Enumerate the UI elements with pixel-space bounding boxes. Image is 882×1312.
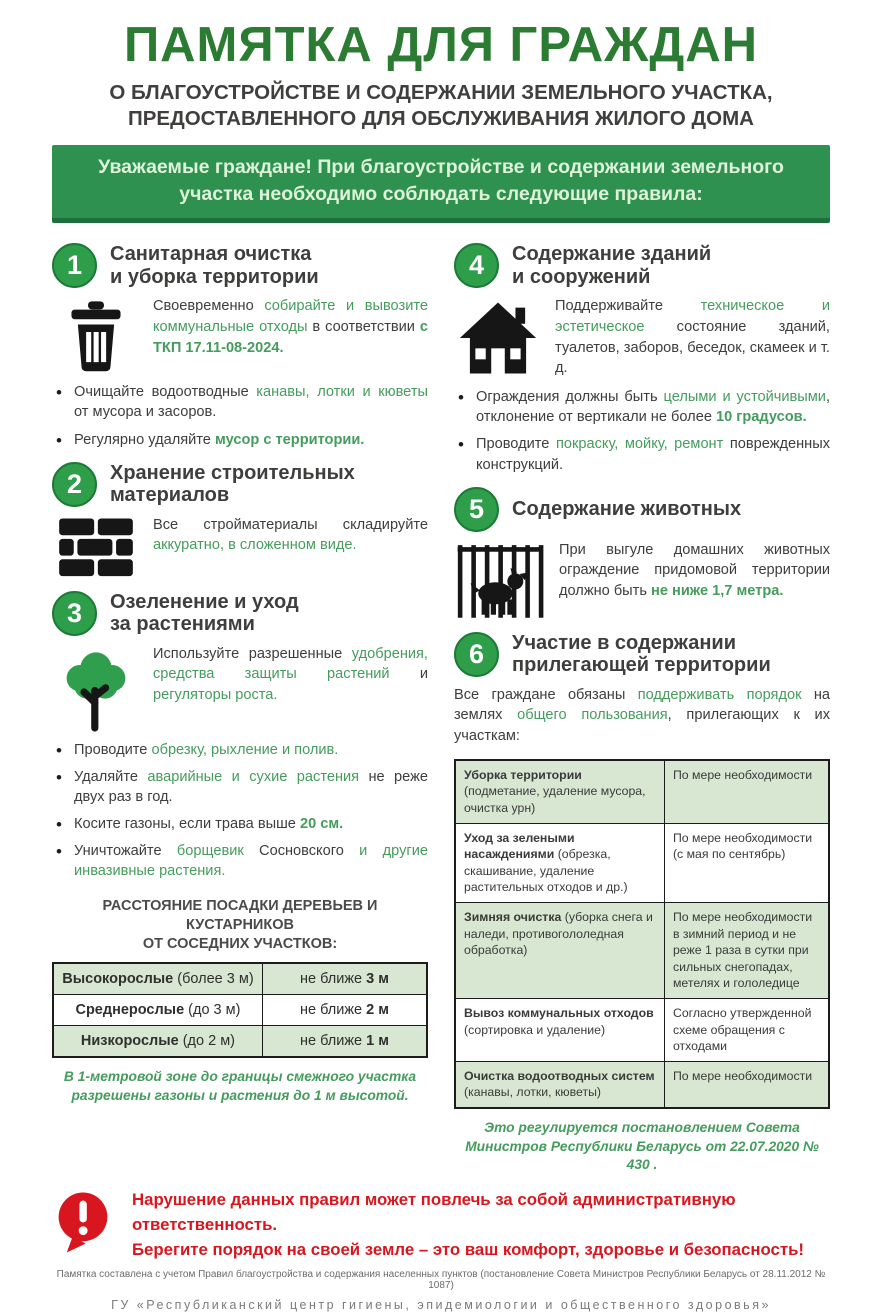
section-1-header — [52, 243, 428, 288]
section-2-number-badge: 2 — [52, 462, 97, 507]
section-3-bullet-2: • Удаляйте аварийные и сухие растения не реже двух раз в год. — [52, 767, 428, 807]
adjacent-territory-table-body — [455, 760, 829, 1108]
page-title: ПАМЯТКА ДЛЯ ГРАЖДАН — [123, 18, 759, 72]
section-3-bullet-1: • Проводите обрезку, рыхление и полив. — [52, 740, 428, 760]
section-4-number-badge: 4 — [454, 243, 499, 288]
section-3-bullets — [52, 740, 428, 882]
section-1 — [52, 243, 428, 449]
planting-distance-table-body — [53, 963, 427, 1057]
section-1-title: Санитарная очистка и уборка территории — [110, 243, 319, 288]
adjacent-territory-table-note: Это регулируется постановлением Совета Министров Республики Беларусь от 22.07.2020 № 430 . — [465, 1119, 819, 1173]
table-cell-value: не ближе 3 м — [262, 963, 427, 995]
section-3-paragraph: Используйте разрешенные удобрения, средства защиты растений и регуляторы роста. — [153, 645, 428, 704]
table-cell-label: Очистка водоотводных систем (канавы, лотки, кюветы) — [455, 1061, 664, 1108]
left-column — [52, 237, 428, 1175]
section-2-title: Хранение строительных материалов — [110, 461, 355, 507]
warning-line-1: Нарушение данных правил может повлечь за собой административную ответственность. — [132, 1189, 736, 1234]
section-2 — [52, 462, 428, 579]
section-6-paragraph: Все граждане обязаны поддерживать порядок на землях общего пользования, прилегающих к их участкам: — [454, 686, 830, 745]
section-1-icon-paragraph — [52, 296, 428, 374]
footer — [0, 1175, 882, 1312]
subtitle-line-2: ПРЕДОСТАВЛЕННОГО ДЛЯ ОБСЛУЖИВАНИЯ ЖИЛОГО ДОМА — [128, 107, 754, 131]
section-5 — [454, 487, 830, 620]
section-1-bullets — [52, 382, 428, 449]
section-2-header — [52, 462, 428, 507]
section-2-paragraph: Все стройматериалы складируйте аккуратно, в сложенном виде. — [153, 516, 428, 554]
adjacent-territory-table — [454, 759, 830, 1175]
section-6 — [454, 632, 830, 747]
section-3 — [52, 591, 428, 882]
table-row — [53, 963, 427, 995]
table-cell-label: Уборка территории (подметание, удаление мусора, очистка урн) — [455, 760, 664, 823]
section-2-icon-paragraph — [52, 515, 428, 579]
table-cell-label: Уход за зелеными насаждениями (обрезка, скашивание, удаление растительных отходов и др.) — [455, 823, 664, 902]
section-4 — [454, 243, 830, 474]
section-4-paragraph: Поддерживайте техническое и эстетическое состояние зданий, туалетов, заборов, беседок, скамеек и т. д. — [555, 298, 830, 377]
section-4-bullet-1: • Ограждения должны быть целыми и устойчивыми, отклонение от вертикали не более 10 градусов. — [454, 387, 830, 427]
content-columns — [52, 237, 830, 1175]
organization-line: ГУ «Республиканский центр гигиены, эпидемиологии и общественного здоровья» — [111, 1298, 771, 1312]
section-5-header — [454, 487, 830, 532]
section-1-paragraph: Своевременно собирайте и вывозите коммунальные отходы в соответствии с ТКП 17.11-08-2024. — [153, 298, 428, 356]
table-cell-value: По мере необходимости в зимний период и не реже 1 раза в сутки при сильных снегопадах, метелях и гололедице — [664, 902, 829, 998]
section-5-icon-paragraph — [454, 540, 830, 620]
table-cell-label: Высокорослые (более 3 м) — [53, 963, 262, 995]
table-cell-value: не ближе 2 м — [262, 994, 427, 1025]
section-6-number-badge: 6 — [454, 632, 499, 677]
table-cell-label: Зимняя очистка (уборка снега и наледи, противогололедная обработка) — [455, 902, 664, 998]
house-icon — [454, 296, 542, 378]
warning-text — [132, 1187, 830, 1263]
table-row — [53, 1025, 427, 1057]
section-4-header — [454, 243, 830, 288]
section-4-bullet-2: • Проводите покраску, мойку, ремонт поврежденных конструкций. — [454, 434, 830, 474]
section-3-bullet-4: • Уничтожайте борщевик Сосновского и другие инвазивные растения. — [52, 841, 428, 881]
section-6-title: Участие в содержании прилегающей территории — [512, 631, 771, 677]
table-row — [455, 760, 829, 823]
table-row — [455, 1061, 829, 1108]
section-1-bullet-2: • Регулярно удаляйте мусор с территории. — [52, 430, 428, 450]
section-1-number-badge: 1 — [52, 243, 97, 288]
section-3-title: Озеленение и уход за растениями — [110, 590, 299, 636]
subtitle-line-1: О БЛАГОУСТРОЙСТВЕ И СОДЕРЖАНИИ ЗЕМЕЛЬНОГО УЧАСТКА, — [109, 81, 773, 105]
planting-distance-table-table — [52, 962, 428, 1058]
table-cell-label: Вывоз коммунальных отходов (сортировка и удаление) — [455, 998, 664, 1061]
right-column — [454, 237, 830, 1175]
table-cell-label: Среднерослые (до 3 м) — [53, 994, 262, 1025]
section-4-icon-paragraph — [454, 296, 830, 379]
table-cell-value: По мере необходимости — [664, 760, 829, 823]
section-5-title: Содержание животных — [512, 497, 742, 520]
tree-icon — [52, 644, 140, 732]
intro-banner: Уважаемые граждане! При благоустройстве и содержании земельного участка необходимо соблюдать следующие правила: — [52, 145, 830, 224]
table-cell-value: По мере необходимости — [664, 1061, 829, 1108]
section-3-number-badge: 3 — [52, 591, 97, 636]
adjacent-territory-table-table — [454, 759, 830, 1109]
section-3-icon-paragraph — [52, 644, 428, 732]
warning-line-2: Берегите порядок на своей земле – это ваш комфорт, здоровье и безопасность! — [132, 1240, 804, 1260]
section-4-bullets — [454, 387, 830, 475]
bricks-icon — [52, 515, 140, 579]
planting-distance-table — [52, 897, 428, 1105]
section-3-header — [52, 591, 428, 636]
table-cell-value: По мере необходимости (с мая по сентябрь) — [664, 823, 829, 902]
section-5-paragraph: При выгуле домашних животных ограждение придомовой территории должно быть не ниже 1,7 метра. — [559, 541, 830, 600]
warning-block — [52, 1187, 830, 1263]
section-6-header — [454, 632, 830, 677]
section-5-number-badge: 5 — [454, 487, 499, 532]
planting-distance-table-heading: РАССТОЯНИЕ ПОСАДКИ ДЕРЕВЬЕВ И КУСТАРНИКОВ ОТ СОСЕДНИХ УЧАСТКОВ: — [102, 898, 378, 953]
table-row — [455, 902, 829, 998]
page-subtitle — [52, 80, 830, 131]
table-row — [455, 998, 829, 1061]
table-row — [53, 994, 427, 1025]
table-cell-label: Низкорослые (до 2 м) — [53, 1025, 262, 1057]
table-row — [455, 823, 829, 902]
table-cell-value: Согласно утвержденной схеме обращения с отходами — [664, 998, 829, 1061]
planting-distance-table-note: В 1-метровой зоне до границы смежного участка разрешены газоны и растения до 1 м высотой. — [63, 1068, 417, 1103]
table-cell-value: не ближе 1 м — [262, 1025, 427, 1057]
trash-icon — [52, 296, 140, 374]
section-4-title: Содержание зданий и сооружений — [512, 243, 712, 288]
dog-fence-icon — [454, 540, 546, 620]
section-3-bullet-3: • Косите газоны, если трава выше 20 см. — [52, 814, 428, 834]
exclamation-icon — [52, 1189, 116, 1260]
section-1-bullet-1: • Очищайте водоотводные канавы, лотки и кюветы от мусора и засоров. — [52, 382, 428, 422]
legal-note: Памятка составлена с учетом Правил благоустройства и содержания населенных пунктов (постановление Совета Министров Республики Беларусь от 28.11.2012 № 1087) — [56, 1269, 826, 1292]
